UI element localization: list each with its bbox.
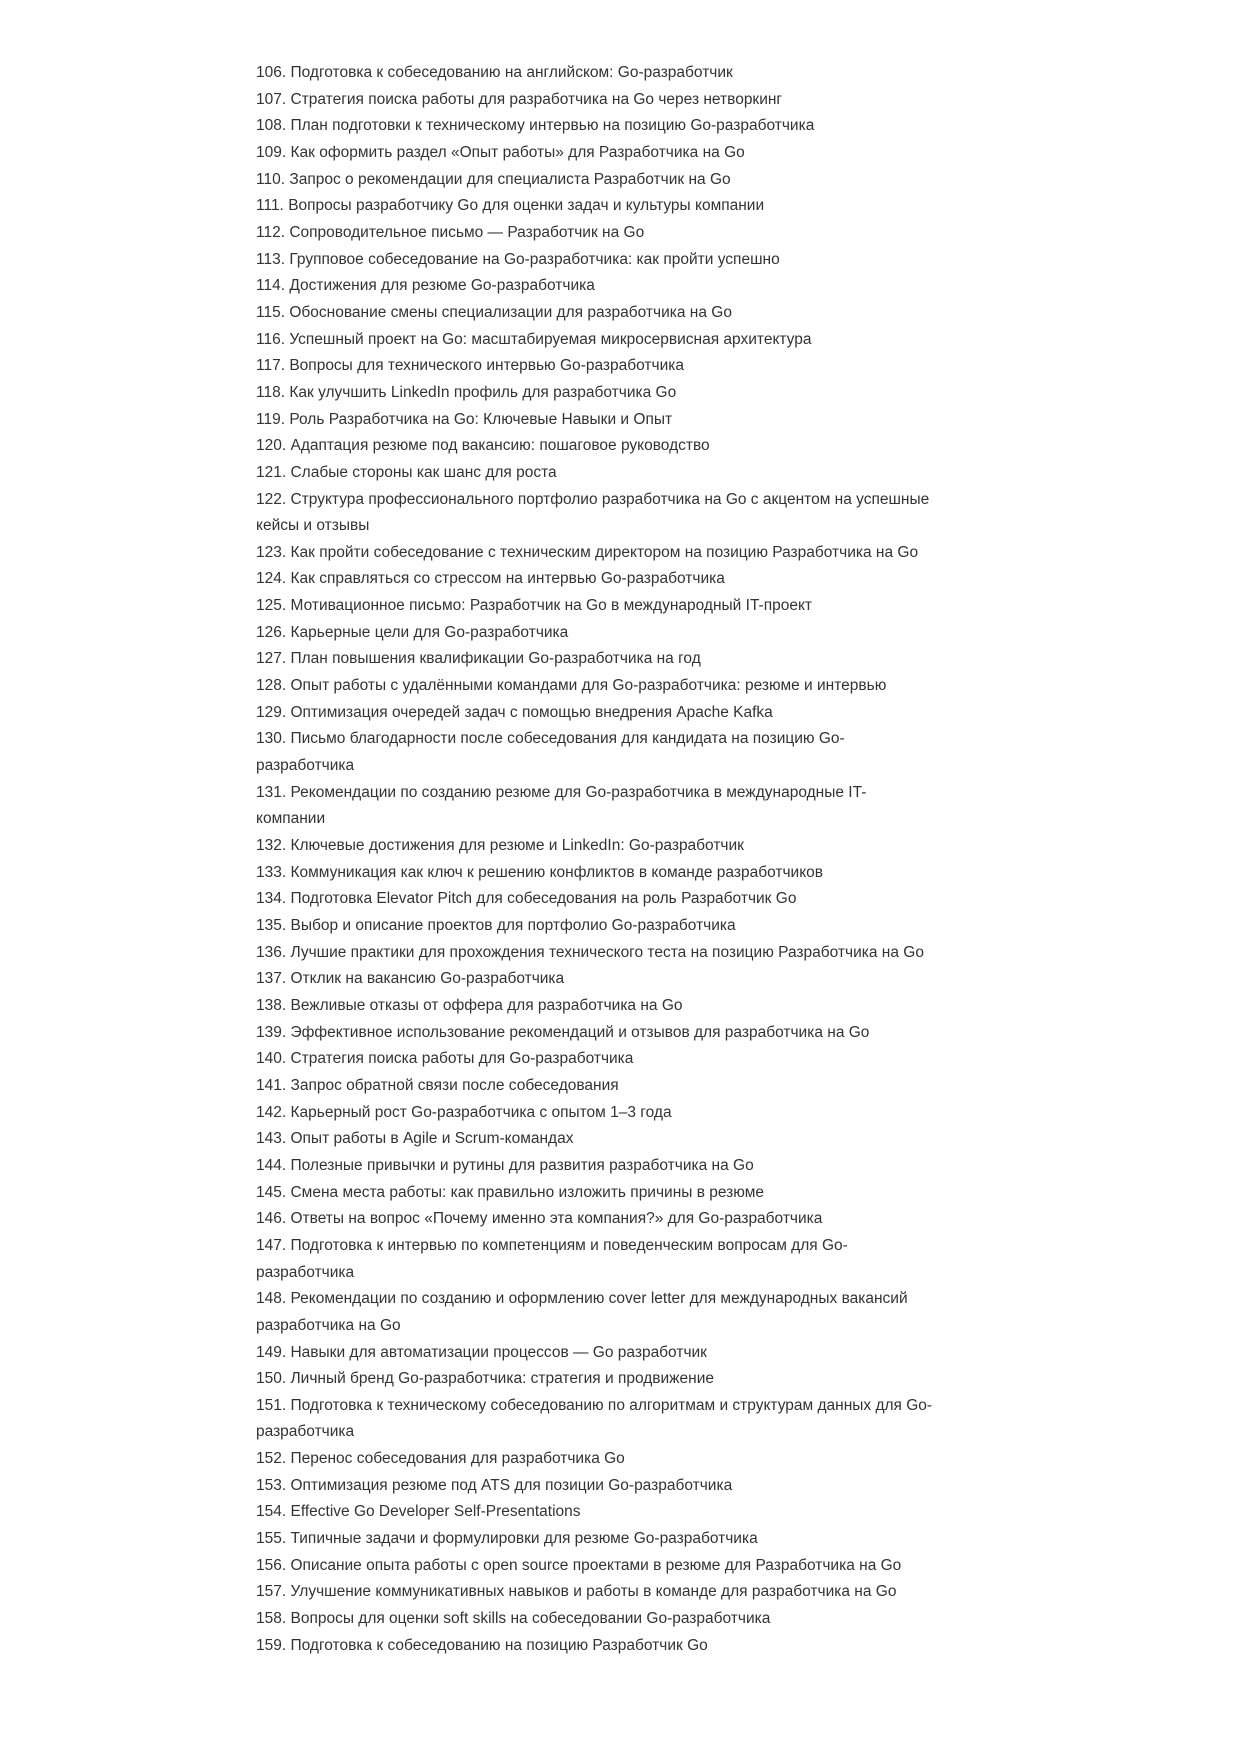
item-title: Подготовка к интервью по компетенциям и поведенческим вопросам для Go- bbox=[290, 1236, 848, 1254]
item-title: Смена места работы: как правильно изложить причины в резюме bbox=[290, 1183, 764, 1201]
item-title-continuation: разработчика bbox=[256, 1263, 355, 1281]
item-number: 152. bbox=[256, 1450, 287, 1468]
item-title: Подготовка Elevator Pitch для собеседования на роль Разработчик Go bbox=[290, 890, 797, 908]
list-item bbox=[256, 1046, 996, 1073]
item-number: 133. bbox=[256, 863, 287, 881]
item-title: Как оформить раздел «Опыт работы» для Разработчика на Go bbox=[290, 143, 745, 161]
item-title: Коммуникация как ключ к решению конфликтов в команде разработчиков bbox=[290, 863, 824, 881]
item-title: Оптимизация очередей задач с помощью внедрения Apache Kafka bbox=[290, 703, 773, 721]
item-title: Опыт работы с удалёнными командами для Go-разработчика: резюме и интервью bbox=[290, 677, 887, 695]
item-title: Карьерный рост Go-разработчика с опытом 1–3 года bbox=[290, 1103, 672, 1121]
item-number: 143. bbox=[256, 1130, 287, 1148]
list-item bbox=[256, 60, 996, 87]
item-title: Достижения для резюме Go-разработчика bbox=[289, 277, 595, 295]
item-title: Навыки для автоматизации процессов — Go разработчик bbox=[290, 1343, 707, 1361]
list-item bbox=[256, 1286, 996, 1339]
list-item bbox=[256, 1606, 996, 1633]
item-number: 134. bbox=[256, 890, 287, 908]
item-number: 158. bbox=[256, 1610, 287, 1628]
item-number: 145. bbox=[256, 1183, 287, 1201]
item-number: 118. bbox=[256, 383, 286, 401]
list-item bbox=[256, 1153, 996, 1180]
item-title: Вопросы для технического интервью Go-разработчика bbox=[289, 357, 684, 375]
list-item bbox=[256, 620, 996, 647]
item-title: Подготовка к техническому собеседованию по алгоритмам и структурам данных для Go- bbox=[290, 1396, 933, 1414]
item-title: Effective Go Developer Self-Presentations bbox=[290, 1503, 581, 1521]
article-list bbox=[256, 60, 996, 1659]
list-item bbox=[256, 220, 996, 247]
item-title-continuation: разработчика bbox=[256, 757, 355, 775]
item-number: 156. bbox=[256, 1556, 287, 1574]
list-item bbox=[256, 1633, 996, 1660]
list-item bbox=[256, 700, 996, 727]
item-title: Как пройти собеседование с техническим директором на позицию Разработчика на Go bbox=[290, 543, 919, 561]
item-title: Мотивационное письмо: Разработчик на Go в международный IT-проект bbox=[290, 597, 813, 615]
item-number: 127. bbox=[256, 650, 287, 668]
list-item bbox=[256, 966, 996, 993]
list-item bbox=[256, 1206, 996, 1233]
item-number: 120. bbox=[256, 437, 287, 455]
list-item bbox=[256, 1340, 996, 1367]
item-number: 128. bbox=[256, 677, 287, 695]
item-number: 115. bbox=[256, 303, 286, 321]
item-title: Полезные привычки и рутины для развития разработчика на Go bbox=[290, 1156, 754, 1174]
list-item bbox=[256, 780, 996, 833]
list-item bbox=[256, 1393, 996, 1446]
item-number: 131. bbox=[256, 783, 287, 801]
item-number: 140. bbox=[256, 1050, 287, 1068]
list-item bbox=[256, 460, 996, 487]
list-item bbox=[256, 1073, 996, 1100]
item-number: 151. bbox=[256, 1396, 287, 1414]
item-number: 132. bbox=[256, 837, 287, 855]
list-item bbox=[256, 87, 996, 114]
item-number: 126. bbox=[256, 623, 287, 641]
list-item bbox=[256, 1499, 996, 1526]
list-item bbox=[256, 1126, 996, 1153]
list-item bbox=[256, 167, 996, 194]
item-number: 139. bbox=[256, 1023, 287, 1041]
item-title-continuation: компании bbox=[256, 810, 326, 828]
item-title: Эффективное использование рекомендаций и отзывов для разработчика на Go bbox=[290, 1023, 870, 1041]
list-item bbox=[256, 913, 996, 940]
list-item bbox=[256, 860, 996, 887]
item-number: 124. bbox=[256, 570, 287, 588]
item-title: Стратегия поиска работы для Go-разработчика bbox=[290, 1050, 634, 1068]
list-item bbox=[256, 673, 996, 700]
list-item bbox=[256, 273, 996, 300]
item-title: Письмо благодарности после собеседования для кандидата на позицию Go- bbox=[290, 730, 845, 748]
item-title: Обоснование смены специализации для разработчика на Go bbox=[289, 303, 732, 321]
item-number: 119. bbox=[256, 410, 286, 428]
list-item bbox=[256, 1233, 996, 1286]
item-title: Вопросы разработчику Go для оценки задач и культуры компании bbox=[288, 197, 765, 215]
item-title: Типичные задачи и формулировки для резюме Go-разработчика bbox=[290, 1530, 758, 1548]
item-number: 138. bbox=[256, 996, 287, 1014]
item-title: Ответы на вопрос «Почему именно эта компания?» для Go-разработчика bbox=[290, 1210, 823, 1228]
item-title: Перенос собеседования для разработчика Go bbox=[290, 1450, 625, 1468]
item-title: Слабые стороны как шанс для роста bbox=[290, 463, 557, 481]
item-title: Опыт работы в Agile и Scrum-командах bbox=[290, 1130, 574, 1148]
item-title: Улучшение коммуникативных навыков и работы в команде для разработчика на Go bbox=[290, 1583, 897, 1601]
item-number: 123. bbox=[256, 543, 287, 561]
list-item bbox=[256, 1180, 996, 1207]
item-number: 135. bbox=[256, 917, 287, 934]
item-title: Как улучшить LinkedIn профиль для разработчика Go bbox=[289, 383, 677, 401]
list-item bbox=[256, 886, 996, 913]
item-number: 116. bbox=[256, 330, 286, 348]
item-title-continuation: разработчика на Go bbox=[256, 1316, 401, 1334]
item-number: 130. bbox=[256, 730, 287, 748]
item-title: Адаптация резюме под вакансию: пошаговое руководство bbox=[290, 437, 710, 455]
item-number: 154. bbox=[256, 1503, 287, 1521]
item-title: Карьерные цели для Go-разработчика bbox=[290, 623, 569, 641]
item-title: План подготовки к техническому интервью на позицию Go-разработчика bbox=[290, 117, 815, 135]
item-title: Ключевые достижения для резюме и LinkedIn: Go-разработчик bbox=[290, 837, 744, 855]
list-item bbox=[256, 940, 996, 967]
item-number: 108. bbox=[256, 117, 287, 135]
item-number: 136. bbox=[256, 943, 287, 961]
list-item bbox=[256, 646, 996, 673]
item-number: 157. bbox=[256, 1583, 287, 1601]
item-number: 122. bbox=[256, 490, 287, 508]
list-item bbox=[256, 300, 996, 327]
item-title: Запрос обратной связи после собеседования bbox=[290, 1076, 619, 1094]
item-number: 148. bbox=[256, 1290, 287, 1308]
item-number: 137. bbox=[256, 970, 287, 988]
item-number: 112. bbox=[256, 223, 286, 241]
item-number: 106. bbox=[256, 64, 287, 81]
item-number: 125. bbox=[256, 597, 287, 615]
list-item bbox=[256, 140, 996, 167]
item-title: Лучшие практики для прохождения технического теста на позицию Разработчика на Go bbox=[290, 943, 924, 961]
item-title: Выбор и описание проектов для портфолио Go-разработчика bbox=[290, 917, 736, 934]
item-title: Как справляться со стрессом на интервью Go-разработчика bbox=[290, 570, 725, 588]
item-number: 144. bbox=[256, 1156, 287, 1174]
list-item bbox=[256, 353, 996, 380]
item-number: 129. bbox=[256, 703, 287, 721]
list-item bbox=[256, 380, 996, 407]
list-item bbox=[256, 566, 996, 593]
item-title-continuation: разработчика bbox=[256, 1423, 355, 1441]
item-number: 147. bbox=[256, 1236, 287, 1254]
list-item bbox=[256, 247, 996, 274]
list-item bbox=[256, 1366, 996, 1393]
list-item bbox=[256, 1100, 996, 1127]
item-number: 141. bbox=[256, 1076, 287, 1094]
item-number: 159. bbox=[256, 1636, 287, 1654]
item-title: План повышения квалификации Go-разработчика на год bbox=[290, 650, 701, 668]
item-title: Роль Разработчика на Go: Ключевые Навыки и Опыт bbox=[289, 410, 673, 428]
item-title: Стратегия поиска работы для разработчика на Go через нетворкинг bbox=[290, 90, 783, 108]
item-title: Групповое собеседование на Go-разработчика: как пройти успешно bbox=[289, 250, 780, 268]
item-title: Оптимизация резюме под ATS для позиции Go-разработчика bbox=[290, 1476, 733, 1494]
item-title: Вежливые отказы от оффера для разработчика на Go bbox=[290, 996, 683, 1014]
list-item bbox=[256, 487, 996, 540]
list-item bbox=[256, 433, 996, 460]
item-title: Структура профессионального портфолио разработчика на Go с акцентом на успешные bbox=[290, 490, 930, 508]
item-number: 155. bbox=[256, 1530, 287, 1548]
item-title: Сопроводительное письмо — Разработчик на Go bbox=[289, 223, 645, 241]
item-title: Рекомендации по созданию и оформлению cover letter для международных вакансий bbox=[290, 1290, 908, 1308]
list-item bbox=[256, 1526, 996, 1553]
item-title: Успешный проект на Go: масштабируемая микросервисная архитектура bbox=[289, 330, 812, 348]
item-number: 114. bbox=[256, 277, 286, 295]
item-title: Запрос о рекомендации для специалиста Разработчик на Go bbox=[289, 170, 731, 188]
item-title: Подготовка к собеседованию на позицию Разработчик Go bbox=[290, 1636, 708, 1654]
item-title: Личный бренд Go-разработчика: стратегия и продвижение bbox=[290, 1370, 715, 1388]
list-item bbox=[256, 1553, 996, 1580]
list-item bbox=[256, 407, 996, 434]
item-number: 110. bbox=[256, 170, 286, 188]
item-number: 150. bbox=[256, 1370, 287, 1388]
list-item bbox=[256, 327, 996, 354]
item-title: Подготовка к собеседованию на английском: Go-разработчик bbox=[290, 64, 733, 81]
list-item bbox=[256, 993, 996, 1020]
list-item bbox=[256, 593, 996, 620]
item-number: 111. bbox=[256, 197, 284, 215]
item-title: Вопросы для оценки soft skills на собеседовании Go-разработчика bbox=[290, 1610, 771, 1628]
list-item bbox=[256, 1446, 996, 1473]
item-number: 107. bbox=[256, 90, 287, 108]
item-number: 142. bbox=[256, 1103, 287, 1121]
item-title: Рекомендации по созданию резюме для Go-разработчика в международные IT- bbox=[290, 783, 867, 801]
list-item bbox=[256, 1579, 996, 1606]
list-item bbox=[256, 113, 996, 140]
item-number: 117. bbox=[256, 357, 286, 375]
item-number: 121. bbox=[256, 463, 287, 481]
item-number: 109. bbox=[256, 143, 287, 161]
list-item bbox=[256, 540, 996, 567]
list-item bbox=[256, 1020, 996, 1047]
list-item bbox=[256, 833, 996, 860]
list-item bbox=[256, 193, 996, 220]
item-title: Отклик на вакансию Go-разработчика bbox=[290, 970, 565, 988]
item-number: 146. bbox=[256, 1210, 287, 1228]
item-number: 113. bbox=[256, 250, 286, 268]
list-item bbox=[256, 1473, 996, 1500]
item-number: 153. bbox=[256, 1476, 287, 1494]
list-item bbox=[256, 726, 996, 779]
item-title-continuation: кейсы и отзывы bbox=[256, 517, 370, 535]
item-title: Описание опыта работы с open source проектами в резюме для Разработчика на Go bbox=[290, 1556, 902, 1574]
item-number: 149. bbox=[256, 1343, 287, 1361]
